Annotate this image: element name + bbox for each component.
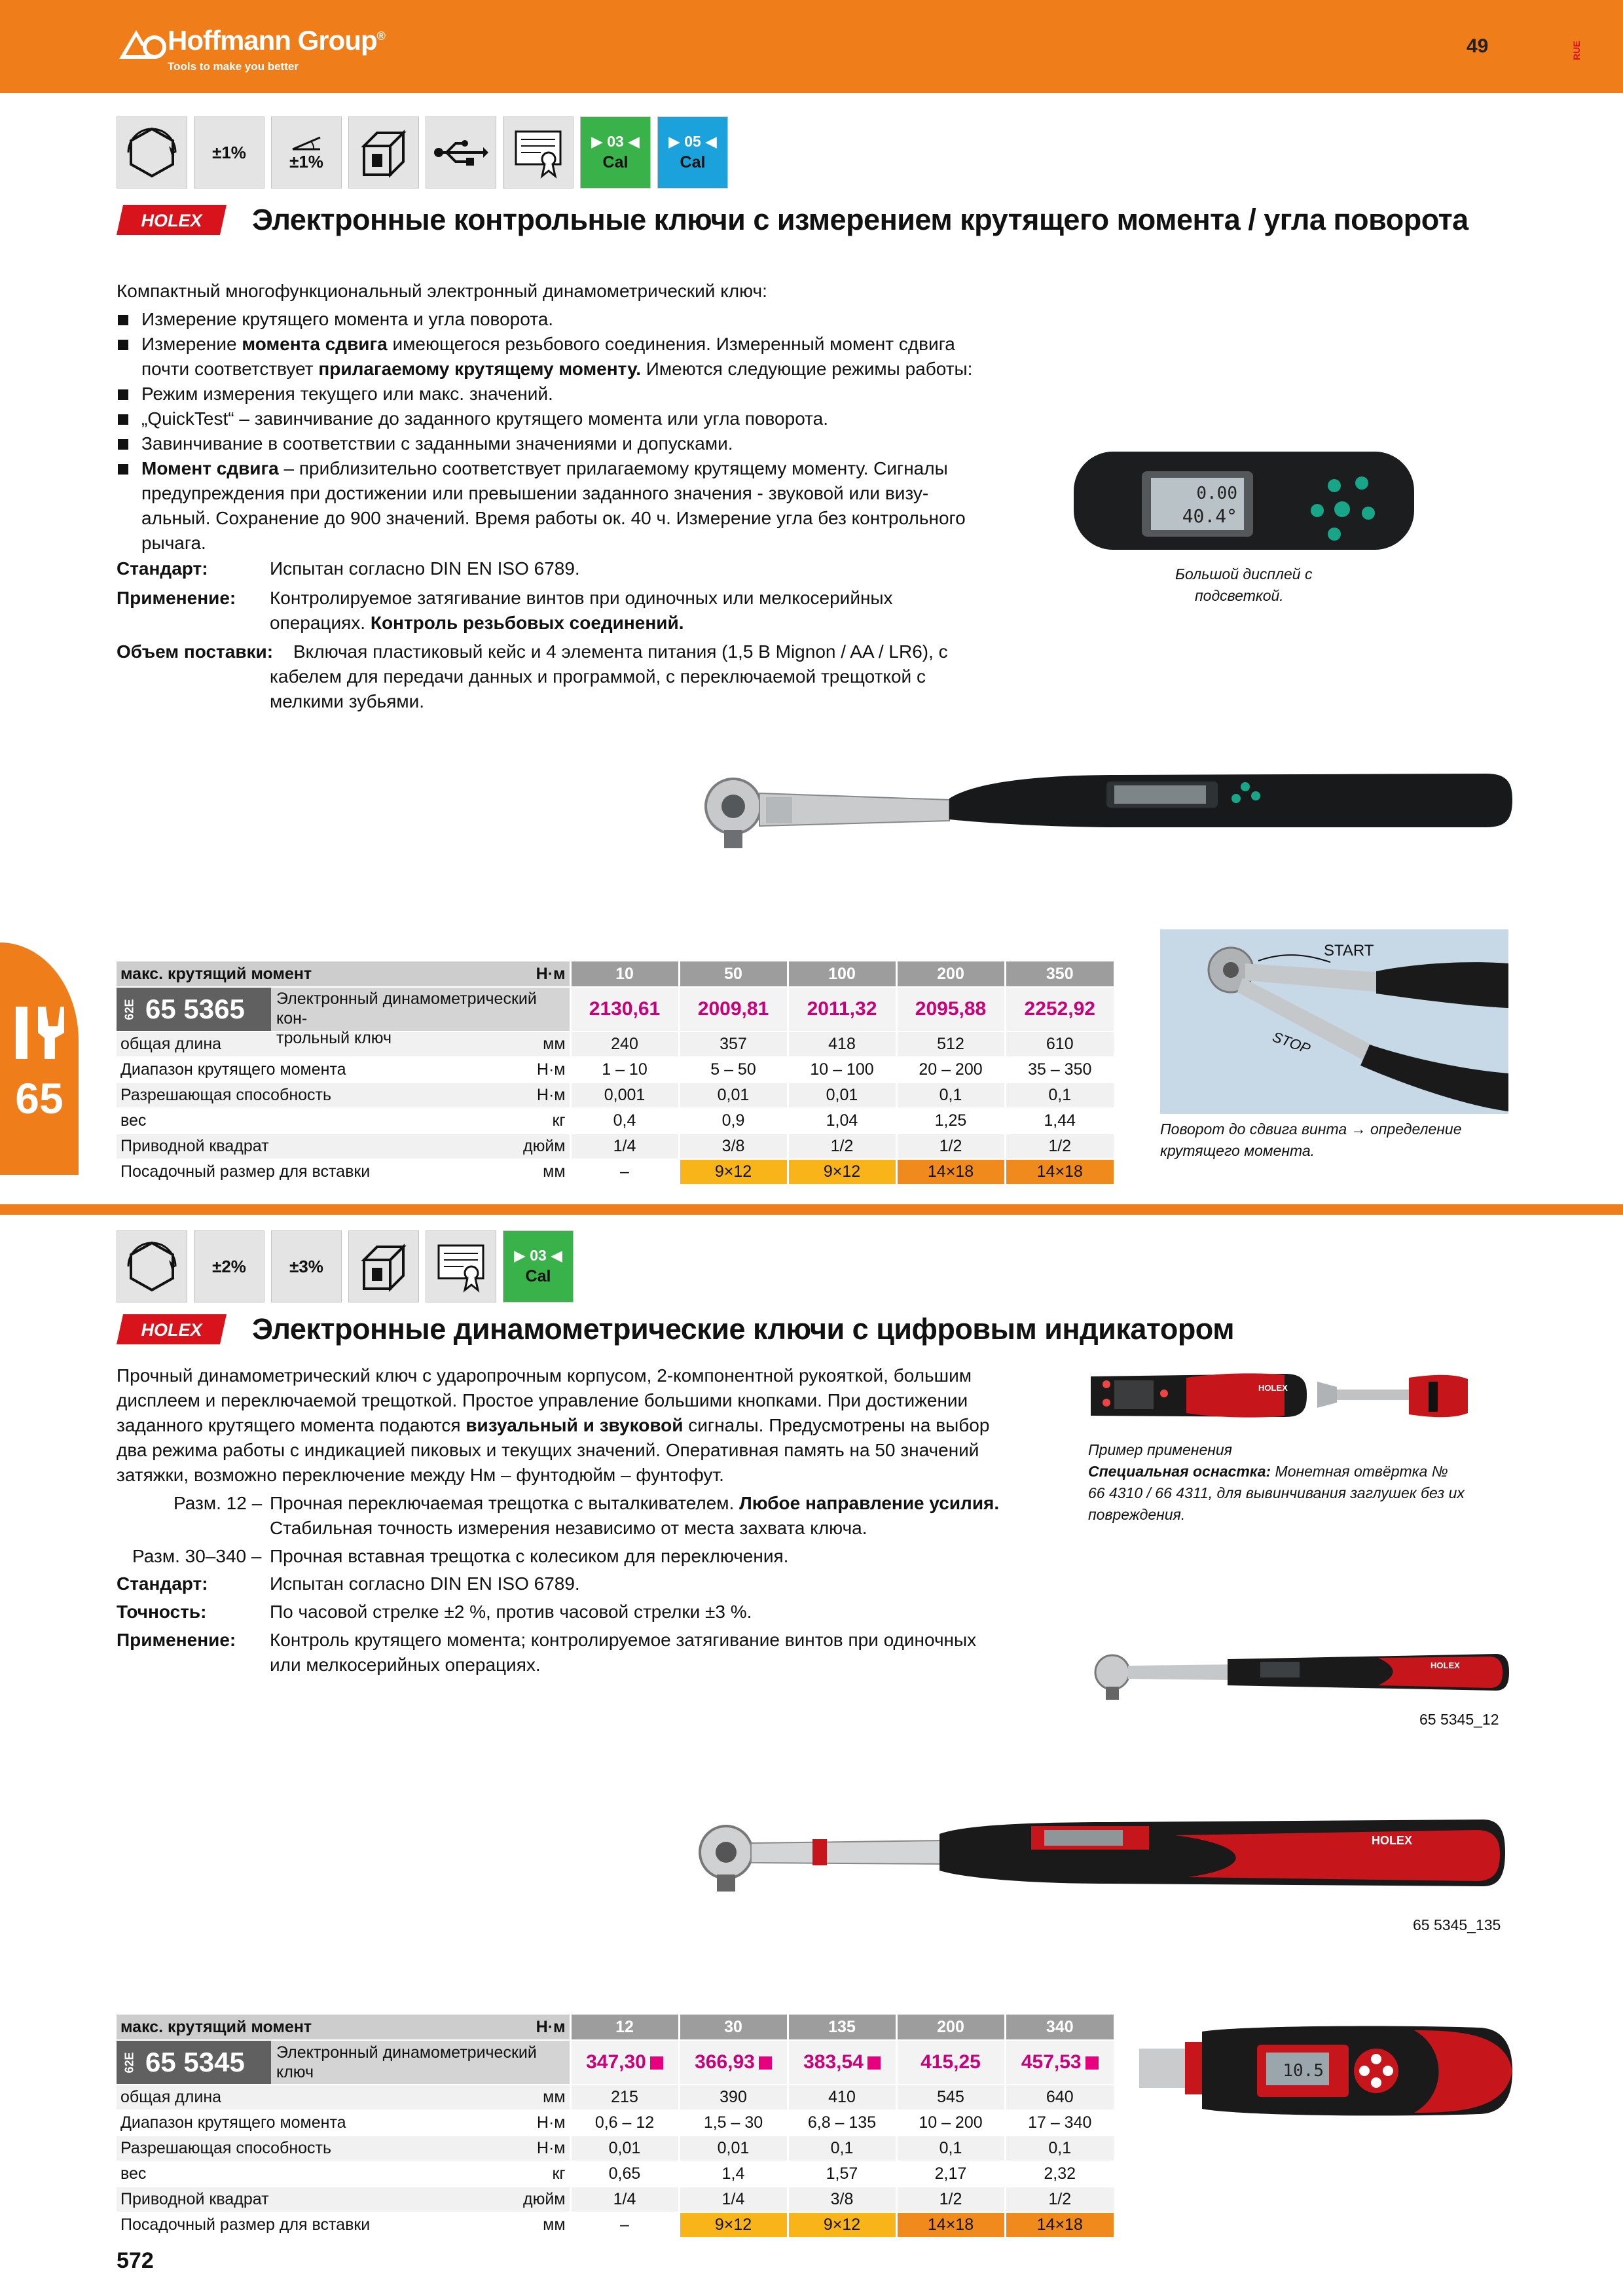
row-value: 3/8 <box>679 1134 788 1159</box>
row-label: Приводной квадрат <box>117 2187 483 2212</box>
row-unit: Н·м <box>483 2110 570 2136</box>
wrench-display-image <box>1074 445 1414 556</box>
svg-text:10.5: 10.5 <box>1283 2061 1324 2081</box>
row-value: – <box>570 1159 679 1185</box>
row-value: 2,32 <box>1005 2161 1114 2187</box>
size-cell: 10 <box>570 961 679 987</box>
electronic-wrench-image <box>701 759 1516 870</box>
section2-paragraph: дисплеем и переключаемой трещоткой. Простое управление большими кнопками. При достижении <box>117 1390 968 1410</box>
application-label: Применение: <box>117 588 236 608</box>
holex-brand-logo <box>117 205 227 235</box>
example-caption: Специальная оснастка: Монетная отвёртка № <box>1088 1463 1448 1480</box>
row-unit: кг <box>483 2161 570 2187</box>
row-value: 1,25 <box>896 1108 1005 1134</box>
usb-icon <box>426 117 496 188</box>
row-value: 1,5 – 30 <box>679 2110 788 2136</box>
feature-bullet: Момент сдвига – приблизительно соответствует прилагаемому крутящему моменту. Сигналы <box>117 456 948 481</box>
application-example-image <box>1088 1365 1487 1430</box>
language-code: RUE <box>1571 41 1582 60</box>
size12-text: Стабильная точность измерения независимо от места захвата ключа. <box>270 1518 867 1538</box>
row-value: 0,1 <box>896 1083 1005 1108</box>
section2-paragraph: заданного крутящего момента подаются визуальный и звуковой сигналы. Предусмотрены на выбор <box>117 1415 990 1435</box>
calibration-05-icon: ▶ 05 ◀ Cal <box>657 117 728 188</box>
price-cell: 415,25 <box>896 2040 1005 2085</box>
row-value: 0,4 <box>570 1108 679 1134</box>
svg-text:40.4°: 40.4° <box>1182 505 1237 527</box>
svg-text:HOLEX: HOLEX <box>141 1320 202 1340</box>
row-value: 14×18 <box>1005 2212 1114 2238</box>
digital-display-closeup-image <box>1139 2022 1512 2121</box>
row-unit: мм <box>483 1031 570 1057</box>
feature-bullet: „QuickTest“ – завинчивание до заданного крутящего момента или угла поворота. <box>117 406 828 431</box>
table-row <box>117 1057 1114 1083</box>
row-value: 1/2 <box>1005 2187 1114 2212</box>
header-label: макс. крутящий момент <box>117 2015 483 2040</box>
row-label: вес <box>117 1108 483 1134</box>
price-cell: 366,93 <box>679 2040 788 2085</box>
angle-accuracy-icon: ±1% <box>271 117 342 188</box>
spec-table-65-5365 <box>117 961 1114 1185</box>
row-unit: дюйм <box>483 2187 570 2212</box>
row-value: 1 – 10 <box>570 1057 679 1083</box>
row-value: 0,01 <box>788 1083 896 1108</box>
row-value: 215 <box>570 2085 679 2110</box>
svg-text:HOLEX: HOLEX <box>1258 1383 1288 1393</box>
row-value: 512 <box>896 1031 1005 1057</box>
row-value: 5 – 50 <box>679 1057 788 1083</box>
table-row <box>117 1134 1114 1159</box>
feature-bullet-cont: альный. Сохранение до 900 значений. Время работы ок. 40 ч. Измерение угла без контрольного <box>141 508 966 528</box>
row-value: 0,6 – 12 <box>570 2110 679 2136</box>
price-cell: 2009,81 <box>679 987 788 1031</box>
section-divider <box>0 1204 1623 1215</box>
row-value: 9×12 <box>788 1159 896 1185</box>
part-number-label: 65 5345_12 <box>1419 1711 1499 1728</box>
row-label: общая длина <box>117 1031 483 1057</box>
rotation-caption: крутящего момента. <box>1160 1142 1315 1159</box>
part-number-label: 65 5345_135 <box>1413 1916 1501 1933</box>
certificate-icon <box>503 117 574 188</box>
accuracy-2-icon: ±2% <box>194 1230 264 1302</box>
row-value: 640 <box>1005 2085 1114 2110</box>
scope-label: Объем поставки: <box>117 641 274 662</box>
row-value: 9×12 <box>679 2212 788 2238</box>
row-value: 610 <box>1005 1031 1114 1057</box>
row-value: 240 <box>570 1031 679 1057</box>
row-unit: мм <box>483 2085 570 2110</box>
row-unit: Н·м <box>483 1083 570 1108</box>
row-value: 410 <box>788 2085 896 2110</box>
table-row <box>117 1108 1114 1134</box>
table-header-row <box>117 2015 1114 2040</box>
svg-text:HOLEX: HOLEX <box>141 211 202 230</box>
svg-text:0.00: 0.00 <box>1196 484 1237 503</box>
table-row <box>117 1159 1114 1185</box>
hexagon-icon <box>117 1230 187 1302</box>
calibration-03-icon: ▶ 03 ◀ Cal <box>503 1230 574 1302</box>
row-value: 14×18 <box>896 1159 1005 1185</box>
row-value: 0,65 <box>570 2161 679 2187</box>
row-label: Приводной квадрат <box>117 1134 483 1159</box>
price-row <box>117 987 1114 1031</box>
row-label: Разрешающая способность <box>117 2136 483 2161</box>
row-value: 390 <box>679 2085 788 2110</box>
row-value: 0,1 <box>896 2136 1005 2161</box>
example-caption: Пример применения <box>1088 1441 1232 1458</box>
header-unit: Н·м <box>483 961 570 987</box>
row-value: 14×18 <box>896 2212 1005 2238</box>
feature-bullet-cont: рычага. <box>141 533 206 553</box>
header-label: макс. крутящий момент <box>117 961 483 987</box>
application-text: Контроль крутящего момента; контролируемое затягивание винтов при одиночных <box>270 1630 977 1650</box>
price-cell: 2130,61 <box>570 987 679 1031</box>
table-row <box>117 2212 1114 2238</box>
row-label: Посадочный размер для вставки <box>117 1159 483 1185</box>
svg-text:STOP: STOP <box>1270 1028 1313 1058</box>
new-item-marker-icon <box>650 2056 663 2070</box>
row-value: 1/4 <box>570 2187 679 2212</box>
row-unit: мм <box>483 2212 570 2238</box>
size-cell: 350 <box>1005 961 1114 987</box>
feature-bullet-cont: почти соответствует прилагаемому крутящему моменту. Имеются следующие режимы работы: <box>141 359 973 379</box>
article-description: Электронный динамометрический кон- трольный ключ <box>271 988 570 1031</box>
display-caption: подсветкой. <box>1195 587 1284 604</box>
section2-paragraph: затяжки, возможно переключение между Нм – фунтодюйм – фунтофут. <box>117 1465 724 1485</box>
row-value: 2,17 <box>896 2161 1005 2187</box>
new-item-marker-icon <box>867 2056 881 2070</box>
size30-label: Разм. 30–340 – <box>132 1546 262 1566</box>
price-cell: 383,54 <box>788 2040 896 2085</box>
row-value: 1/2 <box>788 1134 896 1159</box>
table-row <box>117 1031 1114 1057</box>
row-value: 418 <box>788 1031 896 1057</box>
size-cell: 12 <box>570 2015 679 2040</box>
row-value: 35 – 350 <box>1005 1057 1114 1083</box>
accuracy-3-icon: ±3% <box>271 1230 342 1302</box>
article-description: Электронный динамометрический ключ <box>271 2041 570 2084</box>
certificate-icon <box>426 1230 496 1302</box>
feature-bullet: Измерение крутящего момента и угла поворота. <box>117 307 553 332</box>
feature-bullet: Завинчивание в соответствии с заданными значениями и допусками. <box>117 431 733 456</box>
standard-text: Испытан согласно DIN EN ISO 6789. <box>270 558 580 579</box>
row-value: 1/4 <box>679 2187 788 2212</box>
table-row <box>117 2161 1114 2187</box>
row-value: 14×18 <box>1005 1159 1114 1185</box>
standard-label: Стандарт: <box>117 558 208 579</box>
holex-brand-logo <box>117 1314 227 1344</box>
row-value: 0,1 <box>788 2136 896 2161</box>
chapter-number: 65 <box>15 1074 64 1122</box>
feature-bullet-cont: предупреждения при достижении или превышении заданного значения - звуковой или визу- <box>141 483 929 503</box>
new-item-marker-icon <box>1085 2056 1099 2070</box>
row-value: 0,1 <box>1005 2136 1114 2161</box>
row-value: 1,04 <box>788 1108 896 1134</box>
row-value: 0,01 <box>679 1083 788 1108</box>
price-cell: 2011,32 <box>788 987 896 1031</box>
row-label: Посадочный размер для вставки <box>117 2212 483 2238</box>
hexagon-icon <box>117 117 187 188</box>
table-row <box>117 2085 1114 2110</box>
feature-bullet: Режим измерения текущего или макс. значений. <box>117 382 553 406</box>
row-value: 1/4 <box>570 1134 679 1159</box>
row-value: 0,01 <box>679 2136 788 2161</box>
row-label: Диапазон крутящего момента <box>117 2110 483 2136</box>
page-number-top: 49 <box>1467 35 1489 57</box>
calibration-03-icon: ▶ 03 ◀ Cal <box>580 117 651 188</box>
price-cell: 457,53 <box>1005 2040 1114 2085</box>
row-value: – <box>570 2212 679 2238</box>
row-value: 6,8 – 135 <box>788 2110 896 2136</box>
row-value: 9×12 <box>788 2212 896 2238</box>
row-value: 0,1 <box>1005 1083 1114 1108</box>
application-text: Контролируемое затягивание винтов при одиночных или мелкосерийных <box>270 588 893 608</box>
table-row <box>117 2187 1114 2212</box>
spec-table-65-5345 <box>117 2015 1114 2238</box>
brand-tagline: Tools to make you better <box>168 60 299 73</box>
square-drive-icon <box>348 1230 419 1302</box>
accuracy-label: Точность: <box>117 1602 207 1622</box>
row-unit: мм <box>483 1159 570 1185</box>
size-cell: 50 <box>679 961 788 987</box>
row-value: 17 – 340 <box>1005 2110 1114 2136</box>
row-unit: дюйм <box>483 1134 570 1159</box>
row-label: вес <box>117 2161 483 2187</box>
feature-bullet: Измерение момента сдвига имеющегося резьбового соединения. Измеренный момент сдвига <box>117 332 955 357</box>
row-value: 10 – 100 <box>788 1057 896 1083</box>
price-cell: 2252,92 <box>1005 987 1114 1031</box>
article-number: 62E 65 5345 <box>117 2041 271 2084</box>
size-cell: 135 <box>788 2015 896 2040</box>
row-value: 1/2 <box>896 1134 1005 1159</box>
price-cell: 2095,88 <box>896 987 1005 1031</box>
price-row <box>117 2040 1114 2085</box>
section2-title: Электронные динамометрические ключи с цифровым индикатором <box>252 1312 1234 1346</box>
example-caption: повреждения. <box>1088 1506 1186 1523</box>
wrench-size12-image <box>1090 1640 1509 1705</box>
size-cell: 30 <box>679 2015 788 2040</box>
rotation-image <box>1160 929 1508 1114</box>
new-item-marker-icon <box>759 2056 772 2070</box>
size-cell: 100 <box>788 961 896 987</box>
tools-chapter-icon <box>12 1000 67 1063</box>
article-number: 62E 65 5365 <box>117 988 271 1031</box>
row-value: 1,57 <box>788 2161 896 2187</box>
brand-logo-text: Hoffmann Group® <box>168 25 385 56</box>
wrench-size135-image <box>691 1813 1506 1911</box>
row-value: 20 – 200 <box>896 1057 1005 1083</box>
row-label: Диапазон крутящего момента <box>117 1057 483 1083</box>
application-text: или мелкосерийных операциях. <box>270 1655 541 1675</box>
row-label: Разрешающая способность <box>117 1083 483 1108</box>
row-value: 1,4 <box>679 2161 788 2187</box>
page-number-bottom: 572 <box>117 2248 154 2273</box>
size-cell: 340 <box>1005 2015 1114 2040</box>
size12-label: Разм. 12 – <box>173 1493 263 1513</box>
size12-text: Прочная переключаемая трещотка с выталкивателем. Любое направление усилия. <box>270 1493 1000 1513</box>
row-value: 1/2 <box>1005 1134 1114 1159</box>
row-value: 10 – 200 <box>896 2110 1005 2136</box>
svg-text:START: START <box>1324 942 1374 960</box>
section2-paragraph: два режима работы с индикацией пиковых и текущих значений. Оперативная память на 50 значений <box>117 1440 979 1460</box>
application-text: операциях. Контроль резьбовых соединений. <box>270 613 684 633</box>
table-row <box>117 2136 1114 2161</box>
accuracy-text: По часовой стрелке ±2 %, против часовой стрелки ±3 %. <box>270 1602 752 1622</box>
standard-label: Стандарт: <box>117 1573 208 1594</box>
standard-text: Испытан согласно DIN EN ISO 6789. <box>270 1573 580 1594</box>
row-value: 0,9 <box>679 1108 788 1134</box>
row-unit: кг <box>483 1108 570 1134</box>
example-caption: 66 4310 / 66 4311, для вывинчивания заглушек без их <box>1088 1484 1465 1501</box>
scope-text: кабелем для передачи данных и программой, с переключаемой трещоткой с <box>270 666 926 687</box>
size30-text: Прочная вставная трещотка с колесиком для переключения. <box>270 1546 789 1566</box>
rotation-caption: Поворот до сдвига винта → определение <box>1160 1121 1462 1138</box>
svg-text:HOLEX: HOLEX <box>1431 1660 1460 1670</box>
application-label: Применение: <box>117 1630 236 1650</box>
row-value: 3/8 <box>788 2187 896 2212</box>
row-value: 9×12 <box>679 1159 788 1185</box>
section1-intro: Компактный многофункциональный электронный динамометрический ключ: <box>117 281 767 301</box>
row-value: 0,001 <box>570 1083 679 1108</box>
square-drive-icon <box>348 117 419 188</box>
row-unit: Н·м <box>483 2136 570 2161</box>
table-row <box>117 1083 1114 1108</box>
scope-text: Включая пластиковый кейс и 4 элемента питания (1,5 В Mignon / AA / LR6), с <box>293 641 948 662</box>
row-value: 0,01 <box>570 2136 679 2161</box>
header-unit: Н·м <box>483 2015 570 2040</box>
row-value: 1,44 <box>1005 1108 1114 1134</box>
price-cell: 347,30 <box>570 2040 679 2085</box>
row-value: 357 <box>679 1031 788 1057</box>
display-caption: Большой дисплей с <box>1175 565 1313 583</box>
row-value: 545 <box>896 2085 1005 2110</box>
scope-text: мелкими зубьями. <box>270 691 425 711</box>
size-cell: 200 <box>896 2015 1005 2040</box>
row-label: общая длина <box>117 2085 483 2110</box>
table-header-row <box>117 961 1114 987</box>
table-row <box>117 2110 1114 2136</box>
row-unit: Н·м <box>483 1057 570 1083</box>
accuracy-1-icon: ±1% <box>194 117 264 188</box>
svg-text:HOLEX: HOLEX <box>1372 1834 1413 1847</box>
section2-paragraph: Прочный динамометрический ключ с ударопрочным корпусом, 2-компонентной рукояткой, большим <box>117 1365 972 1386</box>
row-value: 1/2 <box>896 2187 1005 2212</box>
section1-title: Электронные контрольные ключи с измерением крутящего момента / угла поворота <box>252 203 1468 236</box>
size-cell: 200 <box>896 961 1005 987</box>
